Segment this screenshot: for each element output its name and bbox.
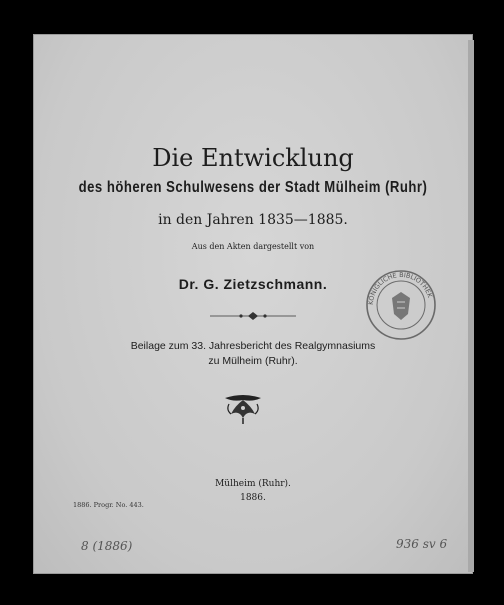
imprint-place: Mülheim (Ruhr). [215, 479, 291, 489]
floral-vignette [223, 392, 263, 426]
document-title: Die Entwicklung [152, 144, 354, 172]
supplement-line-1: Beilage zum 33. Jahresbericht des Realgymnasiums [130, 340, 376, 352]
divider-ornament [208, 311, 298, 321]
svg-text:KÖNIGLICHE BIBLIOTHEK: KÖNIGLICHE BIBLIOTHEK [366, 270, 434, 306]
author-name: Dr. G. Zietzschmann. [178, 276, 328, 292]
supplement-line-2: zu Mülheim (Ruhr). [208, 355, 298, 367]
imprint-year: 1886. [240, 493, 266, 503]
handwritten-shelfmark-right: 936 sv 6 [396, 537, 448, 551]
handwritten-shelfmark-left: 8 (1886) [81, 539, 133, 553]
library-stamp [364, 268, 438, 342]
page-right-edge [468, 40, 474, 572]
document-years: in den Jahren 1835—1885. [158, 212, 348, 228]
title-page [33, 34, 473, 574]
document-subtitle: des höheren Schulwesens der Stadt Mülheim (Ruhr) [78, 179, 428, 196]
program-number: 1886. Progr. No. 443. [73, 501, 144, 509]
author-intro: Aus den Akten dargestellt von [191, 242, 315, 251]
